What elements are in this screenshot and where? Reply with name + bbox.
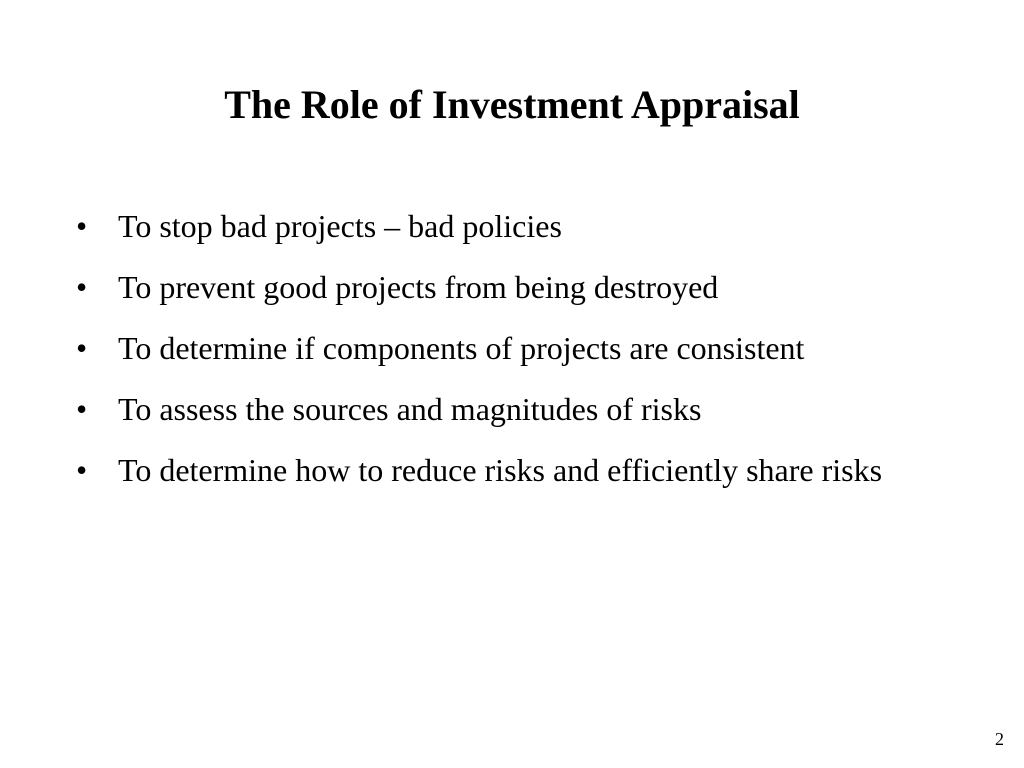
bullet-text: To determine how to reduce risks and efficiently share risks xyxy=(118,452,883,488)
bullet-text: To assess the sources and magnitudes of risks xyxy=(118,391,702,427)
bullet-icon: • xyxy=(76,452,88,488)
bullet-icon: • xyxy=(76,269,88,305)
bullet-item xyxy=(72,445,898,495)
bullet-icon: • xyxy=(76,208,88,244)
bullet-item xyxy=(72,323,992,373)
bullet-item xyxy=(72,201,992,251)
slide-title: The Role of Investment Appraisal xyxy=(224,82,800,127)
bullet-text: To stop bad projects – bad policies xyxy=(118,208,562,244)
bullet-list xyxy=(72,201,992,506)
bullet-item xyxy=(72,262,992,312)
bullet-icon: • xyxy=(76,391,88,427)
page-number: 2 xyxy=(995,729,1004,749)
bullet-text: To determine if components of projects are consistent xyxy=(118,330,805,366)
bullet-item xyxy=(72,384,992,434)
bullet-icon: • xyxy=(76,330,88,366)
bullet-text: To prevent good projects from being destroyed xyxy=(118,269,719,305)
